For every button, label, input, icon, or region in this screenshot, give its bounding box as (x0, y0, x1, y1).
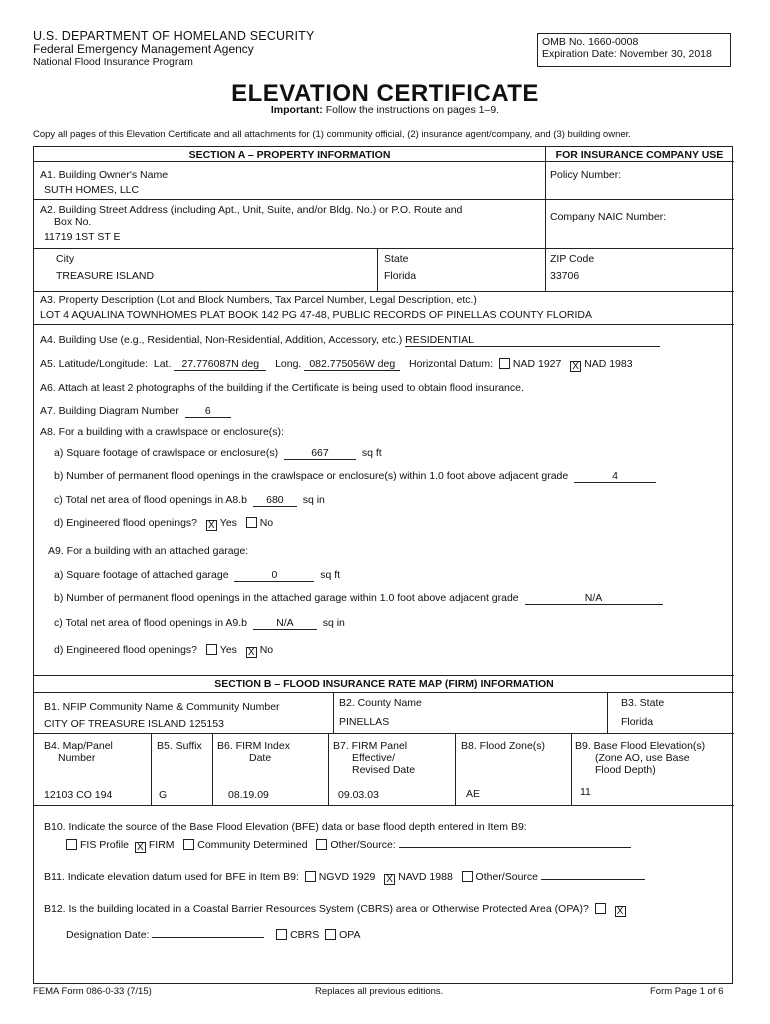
a2-label-line2: Box No. (54, 216, 92, 228)
b2-label: B2. County Name (339, 697, 422, 709)
b11-row (44, 871, 645, 885)
b2-b3-divider (607, 692, 608, 733)
b6-label-line2: Date (249, 752, 272, 764)
b1-b2-divider (333, 692, 334, 733)
ngvd1929-checkbox[interactable] (305, 871, 316, 882)
designation-date-field[interactable] (152, 937, 264, 938)
opa-label: OPA (339, 929, 361, 941)
a9d-yes-checkbox[interactable] (206, 644, 217, 655)
a4-building-use[interactable]: RESIDENTIAL (405, 334, 660, 347)
a8d-no-label: No (259, 517, 274, 529)
b6-b7-divider (328, 733, 329, 805)
a8d-yes-label: Yes (219, 517, 237, 529)
important-note (0, 104, 770, 116)
b7-label-line3: Revised Date (352, 764, 416, 776)
a2-label-line1: A2. Building Street Address (including Apt., Unit, Suite, and/or Bldg. No.) or P.O. Route and (40, 204, 463, 216)
b7-firm-panel-date[interactable]: 09.03.03 (338, 789, 379, 801)
a8d-row (54, 517, 273, 531)
b3-label: B3. State (621, 697, 665, 709)
city-label: City (56, 253, 75, 265)
nad1983-label: NAD 1983 (584, 358, 633, 370)
b5-label: B5. Suffix (157, 740, 202, 752)
b9-label-line3: Flood Depth) (595, 764, 656, 776)
b4-row-rule (34, 805, 734, 806)
b7-b8-divider (455, 733, 456, 805)
a9c-label: c) Total net area of flood openings in A9.b (54, 617, 248, 629)
opa-checkbox[interactable] (325, 929, 336, 940)
designation-label: Designation Date: (66, 929, 150, 941)
lat-label: Lat. (153, 358, 172, 370)
firm-checkbox[interactable]: X (135, 842, 146, 853)
longitude-value[interactable]: 082.775056W deg (304, 358, 400, 371)
zip-label: ZIP Code (550, 253, 595, 265)
a8c-net-area[interactable]: 680 (253, 494, 297, 507)
b11-other-checkbox[interactable] (462, 871, 473, 882)
important-text: Follow the instructions on pages 1–9. (322, 104, 500, 116)
b1-row-rule (34, 733, 734, 734)
a9b-openings-count[interactable]: N/A (525, 592, 663, 605)
navd1988-label: NAVD 1988 (398, 871, 453, 883)
a8a-label: a) Square footage of crawlspace or enclosure(s) (54, 447, 279, 459)
a5-label: A5. Latitude/Longitude: (40, 358, 149, 370)
b5-b6-divider (212, 733, 213, 805)
section-a-heading-rule (34, 161, 734, 162)
b9-base-flood-elevation[interactable]: 11 (580, 786, 591, 798)
latitude-value[interactable]: 27.776087N deg (174, 358, 266, 371)
a8c-unit: sq in (302, 494, 325, 506)
b9-label-line1: B9. Base Flood Elevation(s) (575, 740, 706, 752)
section-b-heading-rule (34, 692, 734, 693)
a9c-unit: sq in (322, 617, 345, 629)
b1-label: B1. NFIP Community Name & Community Number (44, 701, 280, 713)
a9a-unit: sq ft (320, 569, 341, 581)
a3-rule (34, 324, 734, 325)
a7-diagram-number[interactable]: 6 (185, 405, 231, 418)
a1-label: A1. Building Owner's Name (40, 169, 169, 181)
a8b-label: b) Number of permanent flood openings in the crawlspace or enclosure(s) within 1.0 foot above adjacent grade (54, 470, 569, 482)
a9c-net-area[interactable]: N/A (253, 617, 317, 630)
state-value[interactable]: Florida (384, 270, 417, 282)
a8a-unit: sq ft (361, 447, 382, 459)
a9d-yes-label: Yes (219, 644, 237, 656)
b10-label: B10. Indicate the source of the Base Flood Elevation (BFE) data or base flood depth entered in Item B9: (44, 821, 527, 833)
copy-notice: Copy all pages of this Elevation Certificate and all attachments for (1) community official, (2) insurance agent/company, and (3) building owner. (33, 129, 631, 140)
section-a-heading: SECTION A – PROPERTY INFORMATION (188, 149, 391, 161)
a8c-row (54, 494, 325, 507)
a9a-garage-footage[interactable]: 0 (234, 569, 314, 582)
b12-label: B12. Is the building located in a Coastal Barrier Resources System (CBRS) area or Otherwise Protected Area (OPA)? (44, 903, 589, 915)
department-name: U.S. DEPARTMENT OF HOMELAND SECURITY (33, 29, 315, 43)
b4-label-line1: B4. Map/Panel (44, 740, 113, 752)
footer-replaces: Replaces all previous editions. (315, 986, 444, 997)
insurer-column-divider (545, 147, 546, 291)
policy-number-label: Policy Number: (550, 169, 622, 181)
b11-label: B11. Indicate elevation datum used for BFE in Item B9: (44, 871, 299, 883)
nad1983-checkbox[interactable]: X (570, 361, 581, 372)
omb-number: OMB No. 1660-0008 (542, 36, 639, 48)
section-b-top-rule (34, 675, 734, 676)
a9d-row (54, 644, 273, 658)
a8b-openings-count[interactable]: 4 (574, 470, 656, 483)
b11-other-field[interactable] (541, 879, 645, 880)
footer-page-number: Form Page 1 of 6 (650, 986, 724, 997)
a2-rule (34, 248, 734, 249)
a7-label: A7. Building Diagram Number (40, 405, 179, 417)
a8a-square-footage[interactable]: 667 (284, 447, 356, 460)
nad1927-label: NAD 1927 (512, 358, 562, 370)
agency-header (33, 30, 315, 69)
a9d-label: d) Engineered flood openings? (54, 644, 198, 656)
b9-label-line2: (Zone AO, use Base (595, 752, 690, 764)
designation-row (66, 929, 361, 941)
a8b-row (54, 470, 656, 483)
omb-expiration: Expiration Date: November 30, 2018 (542, 48, 712, 60)
b12-yes-checkbox[interactable] (595, 903, 606, 914)
a4-label: A4. Building Use (e.g., Residential, Non-Residential, Addition, Accessory, etc.) (40, 334, 403, 346)
b6-firm-index-date[interactable]: 08.19.09 (228, 789, 269, 801)
ngvd1929-label: NGVD 1929 (318, 871, 376, 883)
nad1927-checkbox[interactable] (499, 358, 510, 369)
community-determined-label: Community Determined (197, 839, 308, 851)
cbrs-label: CBRS (290, 929, 320, 941)
form-body (33, 146, 733, 984)
agency-name: Federal Emergency Management Agency (33, 42, 254, 56)
a8c-label: c) Total net area of flood openings in A8.b (54, 494, 248, 506)
a3-label: A3. Property Description (Lot and Block Numbers, Tax Parcel Number, Legal Description, etc.) (40, 294, 477, 306)
a1-rule (34, 199, 734, 200)
a4-row (40, 334, 660, 347)
naic-number-label: Company NAIC Number: (550, 211, 667, 223)
b4-map-panel[interactable]: 12103 CO 194 (44, 789, 113, 801)
a9a-label: a) Square footage of attached garage (54, 569, 229, 581)
omb-box (537, 33, 731, 67)
a9-label: A9. For a building with an attached garage: (48, 545, 249, 557)
community-determined-checkbox[interactable] (183, 839, 194, 850)
a9d-no-checkbox[interactable]: X (246, 647, 257, 658)
b4-b5-divider (151, 733, 152, 805)
b12-no-checkbox[interactable]: X (615, 906, 626, 917)
a8a-row (54, 447, 382, 460)
footer-form-number: FEMA Form 086-0-33 (7/15) (33, 986, 152, 997)
b5-suffix[interactable]: G (159, 789, 168, 801)
b12-row (44, 903, 629, 917)
cbrs-checkbox[interactable] (276, 929, 287, 940)
a9b-label: b) Number of permanent flood openings in the attached garage within 1.0 foot above adjacent grade (54, 592, 519, 604)
a6-text: A6. Attach at least 2 photographs of the building if the Certificate is being used to obtain flood insurance. (40, 382, 524, 394)
a2-street-address[interactable]: 11719 1ST ST E (44, 231, 121, 243)
form-title: ELEVATION CERTIFICATE (231, 80, 539, 107)
state-label: State (384, 253, 409, 265)
important-label: Important: (270, 104, 323, 116)
b3-state[interactable]: Florida (621, 716, 654, 728)
other-source-checkbox[interactable] (316, 839, 327, 850)
zip-value[interactable]: 33706 (550, 270, 580, 282)
b4-label-line2: Number (58, 752, 96, 764)
a9b-row (54, 592, 663, 605)
a3-property-description[interactable]: LOT 4 AQUALINA TOWNHOMES PLAT BOOK 142 PG 47-48, PUBLIC RECORDS OF PINELLAS COUNTY FLORIDA (40, 309, 593, 321)
other-source-field[interactable] (399, 847, 631, 848)
section-b-heading: SECTION B – FLOOD INSURANCE RATE MAP (FIRM) INFORMATION (214, 678, 554, 690)
a9c-row (54, 617, 345, 630)
a8d-no-checkbox[interactable] (246, 517, 257, 528)
b6-label-line1: B6. FIRM Index (217, 740, 290, 752)
a8d-yes-checkbox[interactable]: X (206, 520, 217, 531)
b7-label-line2: Effective/ (352, 752, 395, 764)
city-rule (34, 291, 734, 292)
a9a-row (54, 569, 340, 582)
firm-label: FIRM (148, 839, 175, 851)
navd1988-checkbox[interactable]: X (384, 874, 395, 885)
program-name: National Flood Insurance Program (33, 56, 193, 68)
a9d-no-label: No (259, 644, 274, 656)
city-value[interactable]: TREASURE ISLAND (56, 270, 155, 282)
b11-other-label: Other/Source (475, 871, 538, 883)
fis-profile-checkbox[interactable] (66, 839, 77, 850)
a1-owner-name[interactable]: SUTH HOMES, LLC (44, 184, 140, 196)
b1-community[interactable]: CITY OF TREASURE ISLAND 125153 (44, 718, 224, 730)
b7-label-line1: B7. FIRM Panel (333, 740, 408, 752)
b8-b9-divider (571, 733, 572, 805)
other-source-label: Other/Source: (330, 839, 396, 851)
long-label: Long. (275, 358, 302, 370)
b8-flood-zone[interactable]: AE (466, 788, 481, 800)
a8-label: A8. For a building with a crawlspace or enclosure(s): (40, 426, 284, 438)
city-state-divider (377, 248, 378, 291)
insurer-heading: FOR INSURANCE COMPANY USE (555, 149, 724, 161)
a5-row (40, 358, 633, 372)
a7-row (40, 405, 231, 418)
b2-county[interactable]: PINELLAS (339, 716, 390, 728)
b8-label: B8. Flood Zone(s) (461, 740, 546, 752)
horizontal-datum-label: Horizontal Datum: (409, 358, 494, 370)
b10-row (66, 839, 631, 853)
fis-profile-label: FIS Profile (80, 839, 130, 851)
a8d-label: d) Engineered flood openings? (54, 517, 198, 529)
